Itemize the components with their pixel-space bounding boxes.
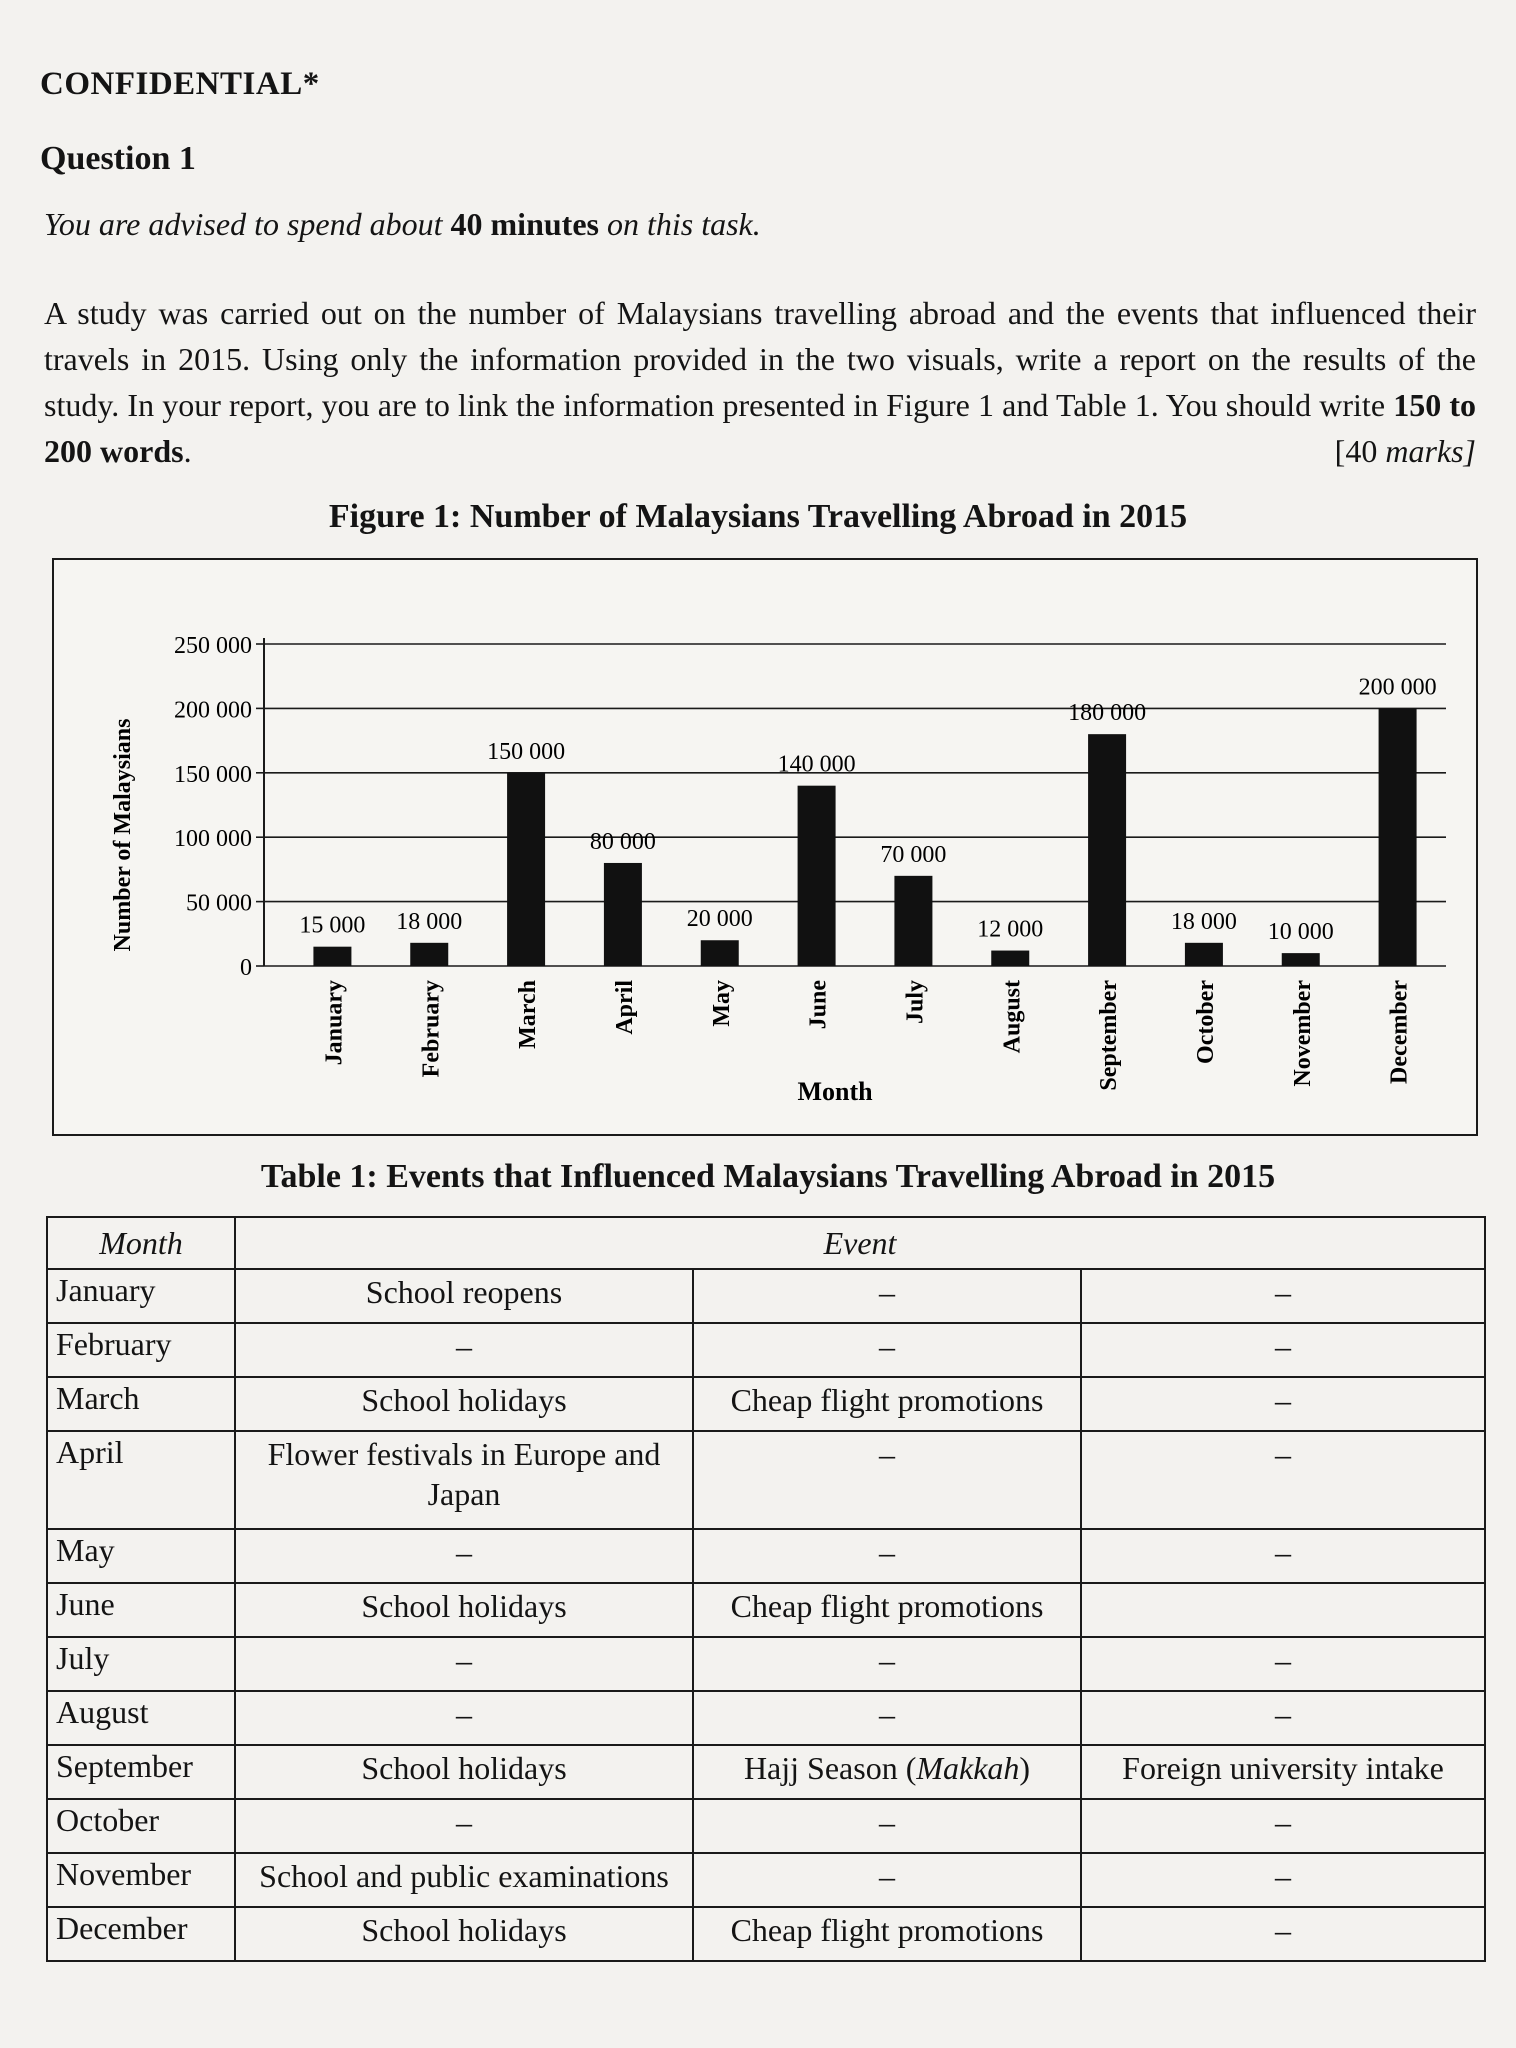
x-tick-label: February xyxy=(418,980,445,1078)
row-event-2: – xyxy=(693,1529,1081,1583)
table-row xyxy=(47,1529,1485,1583)
row-month: February xyxy=(47,1323,235,1377)
row-event-1: School holidays xyxy=(235,1377,693,1431)
place-name: Makkah xyxy=(916,1750,1020,1786)
bar xyxy=(1185,943,1223,966)
bar-value-label: 20 000 xyxy=(686,906,753,933)
x-tick-label: August xyxy=(999,980,1026,1054)
row-month: March xyxy=(47,1377,235,1431)
row-event-1: School and public examinations xyxy=(235,1853,693,1907)
marks-number: [40 xyxy=(1334,433,1378,469)
x-tick-label: November xyxy=(1289,980,1316,1087)
row-event-3: – xyxy=(1081,1907,1485,1961)
table-row xyxy=(47,1799,1485,1853)
row-event-3: – xyxy=(1081,1377,1485,1431)
row-event-3: – xyxy=(1081,1323,1485,1377)
advice-time: 40 minutes xyxy=(450,206,599,242)
x-tick-label: April xyxy=(611,980,638,1035)
row-month: August xyxy=(47,1691,235,1745)
bar-chart xyxy=(54,560,1480,1138)
row-event-1: – xyxy=(235,1799,693,1853)
table-row xyxy=(47,1691,1485,1745)
y-tick-label: 150 000 xyxy=(174,761,252,788)
table-row xyxy=(47,1323,1485,1377)
event-header: Event xyxy=(235,1217,1485,1269)
row-event-3: – xyxy=(1081,1269,1485,1323)
x-tick-label: March xyxy=(515,980,542,1049)
marks-label xyxy=(1335,428,1476,474)
row-event-2: Cheap flight promotions xyxy=(693,1907,1081,1961)
bar-value-label: 150 000 xyxy=(487,738,566,765)
row-event-2: – xyxy=(693,1853,1081,1907)
bar xyxy=(1379,708,1417,966)
row-event-2: – xyxy=(693,1323,1081,1377)
row-event-2: – xyxy=(693,1691,1081,1745)
y-tick-label: 0 xyxy=(240,955,252,981)
row-event-3: – xyxy=(1081,1529,1485,1583)
bar-value-label: 10 000 xyxy=(1267,919,1334,946)
y-tick-label: 250 000 xyxy=(174,633,252,659)
row-month: May xyxy=(47,1529,235,1583)
row-event-1: School holidays xyxy=(235,1745,693,1799)
table-row xyxy=(47,1583,1485,1637)
table-row xyxy=(47,1377,1485,1431)
y-tick-label: 50 000 xyxy=(186,890,252,917)
row-event-2: – xyxy=(693,1269,1081,1323)
row-event-2: Cheap flight promotions xyxy=(693,1583,1081,1637)
x-tick-label: December xyxy=(1386,980,1413,1084)
row-month: October xyxy=(47,1799,235,1853)
row-event-3: – xyxy=(1081,1637,1485,1691)
row-month: April xyxy=(47,1431,235,1529)
table-row xyxy=(47,1431,1485,1529)
bar-chart-frame xyxy=(52,558,1478,1136)
y-axis-title: Number of Malaysians xyxy=(110,718,136,952)
advice-prefix: You are advised to spend about xyxy=(44,206,443,242)
row-event-2: – xyxy=(693,1637,1081,1691)
row-event-1: – xyxy=(235,1323,693,1377)
bar-value-label: 18 000 xyxy=(1170,908,1237,935)
row-event-3: – xyxy=(1081,1799,1485,1853)
bar-value-label: 70 000 xyxy=(880,841,947,868)
table-row xyxy=(47,1637,1485,1691)
bar xyxy=(798,786,836,966)
row-event-1: School holidays xyxy=(235,1907,693,1961)
y-tick-label: 200 000 xyxy=(174,697,252,724)
bar xyxy=(1088,734,1126,966)
bar xyxy=(991,951,1029,966)
bar xyxy=(410,943,448,966)
bar-value-label: 200 000 xyxy=(1358,674,1437,701)
bar-value-label: 140 000 xyxy=(777,751,856,778)
row-event-1: School holidays xyxy=(235,1583,693,1637)
x-tick-label: January xyxy=(321,980,348,1066)
row-event-2: – xyxy=(693,1799,1081,1853)
row-event-1: Flower festivals in Europe and Japan xyxy=(235,1431,693,1529)
row-event-3: – xyxy=(1081,1691,1485,1745)
table-row xyxy=(47,1853,1485,1907)
advice-suffix: on this task. xyxy=(606,206,761,242)
events-table xyxy=(46,1216,1486,1962)
table-row xyxy=(47,1269,1485,1323)
row-event-3 xyxy=(1081,1583,1485,1637)
bar-value-label: 18 000 xyxy=(396,908,463,935)
row-event-3: – xyxy=(1081,1853,1485,1907)
row-event-3: – xyxy=(1081,1431,1485,1529)
bar xyxy=(313,947,351,966)
word-count: 150 to 200 words xyxy=(44,387,1477,469)
row-event-2: Cheap flight promotions xyxy=(693,1377,1081,1431)
bar-value-label: 12 000 xyxy=(977,916,1044,943)
bar-value-label: 80 000 xyxy=(589,828,656,855)
x-tick-label: July xyxy=(902,980,929,1025)
row-month: December xyxy=(47,1907,235,1961)
row-month: June xyxy=(47,1583,235,1637)
table-row xyxy=(47,1907,1485,1961)
month-header: Month xyxy=(47,1217,235,1269)
row-event-2: Hajj Season (Makkah) xyxy=(693,1745,1081,1799)
table-title: Table 1: Events that Influenced Malaysians Travelling Abroad in 2015 xyxy=(260,1158,1276,1195)
bar-value-label: 180 000 xyxy=(1068,700,1147,727)
row-event-1: – xyxy=(235,1637,693,1691)
confidential-label: CONFIDENTIAL* xyxy=(40,66,320,102)
x-axis-title: Month xyxy=(797,1077,873,1106)
question-heading: Question 1 xyxy=(40,140,196,177)
row-event-1: School reopens xyxy=(235,1269,693,1323)
row-month: July xyxy=(47,1637,235,1691)
table-row xyxy=(47,1745,1485,1799)
row-event-1: – xyxy=(235,1529,693,1583)
bar xyxy=(894,876,932,966)
row-event-3: Foreign university intake xyxy=(1081,1745,1485,1799)
row-month: November xyxy=(47,1853,235,1907)
bar xyxy=(604,863,642,966)
row-month: January xyxy=(47,1269,235,1323)
row-event-2: – xyxy=(693,1431,1081,1529)
marks-word: marks] xyxy=(1385,433,1476,469)
bar xyxy=(507,773,545,966)
task-instructions xyxy=(44,290,1476,474)
bar xyxy=(1282,953,1320,966)
instructions-text: A study was carried out on the number of Malaysians travelling abroad and the events that influenced their travels in 2015. Using only the information provided in the two visuals, write a report on the results of the study. In your report, you are to link the information presented in Figure 1 and Table 1. You should write xyxy=(44,295,1476,423)
x-tick-label: October xyxy=(1192,980,1219,1064)
instructions-end: . xyxy=(183,433,192,469)
row-month: September xyxy=(47,1745,235,1799)
bar-value-label: 15 000 xyxy=(299,912,366,939)
time-advice xyxy=(44,206,761,243)
x-tick-label: September xyxy=(1096,980,1123,1091)
figure-title: Figure 1: Number of Malaysians Travelling Abroad in 2015 xyxy=(328,498,1188,535)
y-tick-label: 100 000 xyxy=(174,826,252,853)
x-tick-label: June xyxy=(805,980,832,1030)
x-tick-label: May xyxy=(708,980,735,1027)
row-event-1: – xyxy=(235,1691,693,1745)
bar xyxy=(701,940,739,966)
